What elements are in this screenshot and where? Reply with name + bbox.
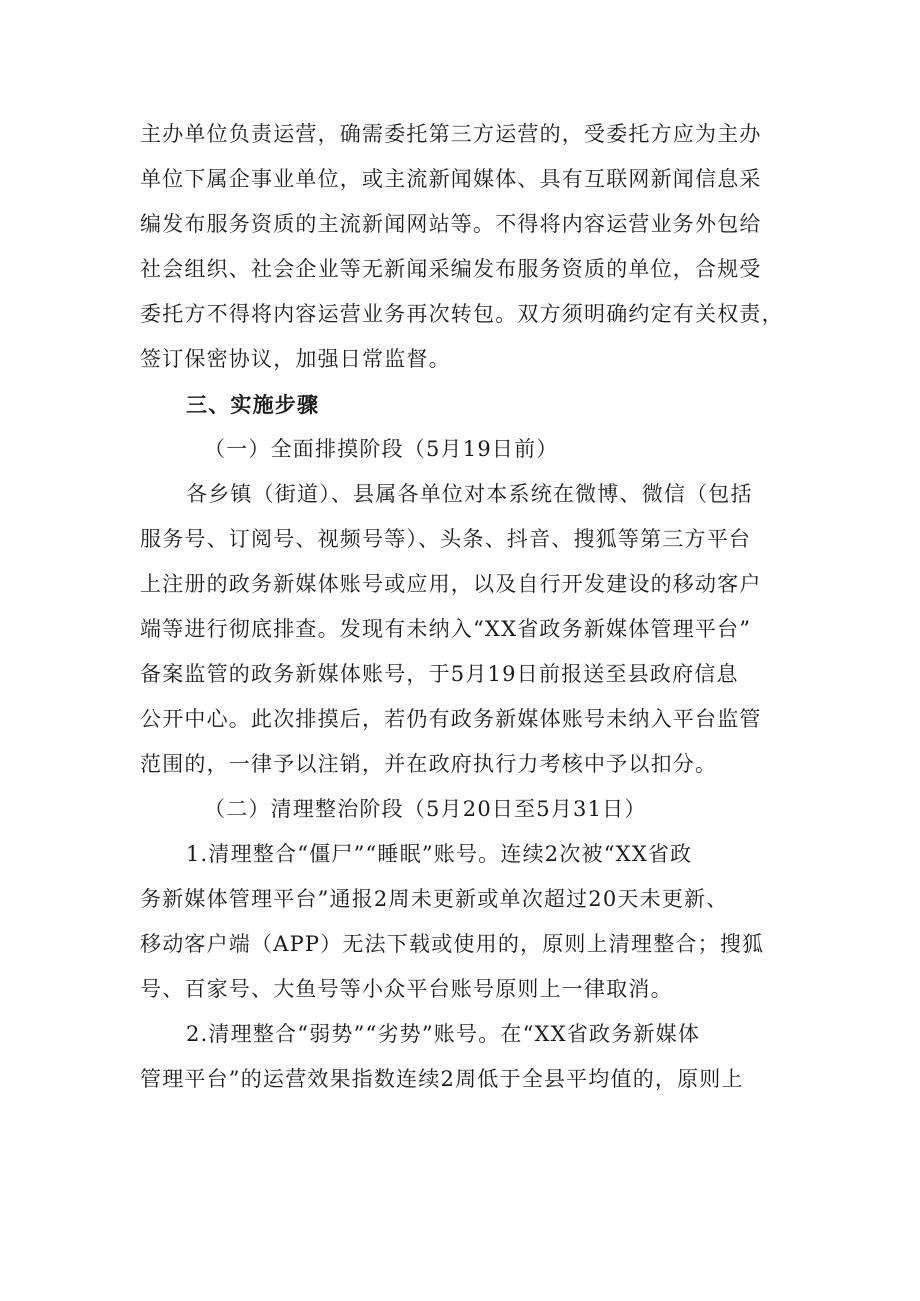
text-line: 服务号、订阅号、视频号等）、头条、抖音、搜狐等第三方平台 xyxy=(140,527,752,551)
text-line: 社会组织、社会企业等无新闻采编发布服务资质的单位，合规受 xyxy=(140,257,762,281)
text-line: 单位下属企事业单位，或主流新闻媒体、具有互联网新闻信息采 xyxy=(140,167,762,191)
stage-1-heading: （一）全面排摸阶段（5月19日前） xyxy=(204,437,559,461)
stage-2-heading: （二）清理整治阶段（5月20日至5月31日） xyxy=(204,797,647,821)
text-line: 号、百家号、大鱼号等小众平台账号原则上一律取消。 xyxy=(140,977,673,1001)
text-line: 2.清理整合“弱势”“劣势”账号。在“XX省政务新媒体 xyxy=(186,1022,701,1046)
text-line: 端等进行彻底排查。发现有未纳入“XX省政务新媒体管理平台” xyxy=(140,617,752,641)
text-line: 移动客户端（APP）无法下载或使用的，原则上清理整合；搜狐 xyxy=(140,932,765,956)
text-line: 1.清理整合“僵尸”“睡眠”账号。连续2次被“XX省政 xyxy=(186,842,693,866)
stage-2-item-1 xyxy=(140,832,785,1012)
text-line: 编发布服务资质的主流新闻网站等。不得将内容运营业务外包给 xyxy=(140,212,762,236)
document-page xyxy=(140,112,785,1102)
text-line: 上注册的政务新媒体账号或应用，以及自行开发建设的移动客户 xyxy=(140,572,762,596)
text-line: 签订保密协议，加强日常监督。 xyxy=(140,347,451,371)
text-line: 管理平台”的运营效果指数连续2周低于全县平均值的，原则上 xyxy=(140,1067,744,1091)
text-line: 范围的，一律予以注销，并在政府执行力考核中予以扣分。 xyxy=(140,752,718,776)
text-line: 备案监管的政务新媒体账号，于5月19日前报送至县政府信息 xyxy=(140,662,739,686)
text-line: 主办单位负责运营，确需委托第三方运营的，受委托方应为主办 xyxy=(140,122,762,146)
stage-2-item-2 xyxy=(140,1012,785,1102)
stage-1-paragraph xyxy=(140,472,785,787)
text-line: 各乡镇（街道）、县属各单位对本系统在微博、微信（包括 xyxy=(186,482,753,506)
paragraph-intro xyxy=(140,112,785,382)
text-line: 公开中心。此次排摸后，若仍有政务新媒体账号未纳入平台监管 xyxy=(140,707,762,731)
text-line: 委托方不得将内容运营业务再次转包。双方须明确约定有关权责， xyxy=(140,302,784,326)
section-heading-implementation-steps: 三、实施步骤 xyxy=(186,392,320,417)
text-line: 务新媒体管理平台”通报2周未更新或单次超过20天未更新、 xyxy=(140,887,729,911)
